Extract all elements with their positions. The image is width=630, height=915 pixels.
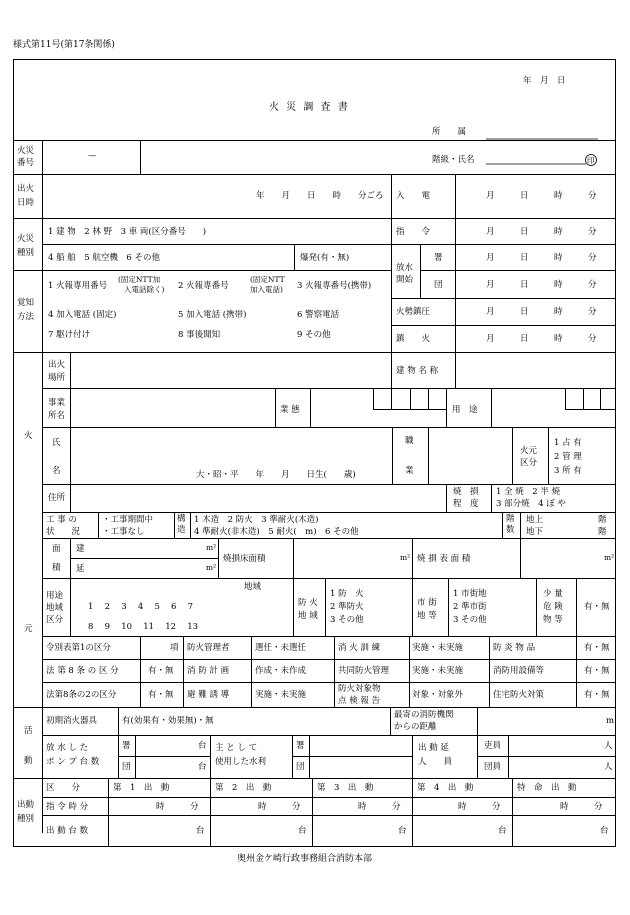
form-number: 様式第11号(第17条関係) <box>13 40 115 50</box>
extinguished-label: 鎮 火 <box>396 334 431 344</box>
dispatch-time-1: 時 分 <box>156 802 199 812</box>
detection-2: 2 火報専番号 <box>178 281 229 291</box>
dispatch-personnel-label-1: 出 動 延 <box>418 743 449 753</box>
origin-side-label-2: 元 <box>24 624 33 634</box>
zoning-label-1: 用途 <box>46 591 64 601</box>
nearest-station-unit: m <box>606 716 615 726</box>
dispatch-count-2: 台 <box>298 826 307 836</box>
burned-surface-label: 焼 損 表 面 積 <box>417 554 471 564</box>
dispatch-time-3: 時 分 <box>358 802 401 812</box>
activity-side-label-2: 動 <box>24 756 33 766</box>
extinguished-time: 月 日 時 分 <box>486 334 597 344</box>
discharge-team: 団 <box>434 280 443 290</box>
page-title: 火 災 調 査 書 <box>269 102 350 113</box>
nearest-station-label-2: からの距離 <box>394 722 437 732</box>
area-label-2: 積 <box>52 563 61 573</box>
water-source-label-1: 主 と し て <box>215 743 258 753</box>
burned-floor-label: 焼損床面積 <box>223 554 266 564</box>
place-label-1: 出火 <box>48 360 66 370</box>
dispatch-col-special: 特 命 出 動 <box>517 783 577 793</box>
fire-number-label-1: 火災 <box>17 146 35 156</box>
address-label: 住所 <box>48 493 66 503</box>
fire-type-label-2: 種別 <box>17 248 35 258</box>
detection-1-note-2: 入電話除く) <box>124 285 165 294</box>
pumps-station: 署 <box>122 741 131 751</box>
dispatch-type-label-2: 種別 <box>17 814 35 824</box>
fire-type-label-1: 火災 <box>17 234 35 244</box>
suppression-label: 火勢鎮圧 <box>396 307 431 317</box>
place-label-2: 場所 <box>48 373 66 383</box>
reg-art8-label: 法 第 8 条 の 区 分 <box>46 666 119 676</box>
business-label-1: 事業 <box>48 398 66 408</box>
command-time: 月 日 時 分 <box>486 227 597 237</box>
city-label-1: 市 街 <box>417 598 437 608</box>
detection-1: 1 火報専用番号 <box>48 281 108 291</box>
burned-surface-unit: m² <box>604 553 615 562</box>
dispatch-members-unit: 人 <box>604 762 613 772</box>
reg-flameproof-value: 有・無 <box>584 643 610 653</box>
dispatch-staff-label: 吏員 <box>484 741 502 751</box>
burned-floor-unit: m² <box>400 553 411 562</box>
area-building-label: 建 <box>76 544 85 554</box>
fire-datetime-label-2: 日時 <box>17 198 35 208</box>
seal-mark: 印 <box>587 156 595 165</box>
dispatch-col-category: 区 分 <box>46 783 81 793</box>
pumps-label-1: 放 水 し た <box>46 743 89 753</box>
receipt-label: 入 電 <box>396 191 431 201</box>
dispatch-staff-unit: 人 <box>604 741 613 751</box>
fire-number-dash: — <box>88 151 97 161</box>
affiliation-label: 所 属 <box>432 127 467 137</box>
fire-zone-label-2: 地 域 <box>298 611 318 621</box>
dispatch-time-label: 指 令 時 分 <box>46 802 89 812</box>
dispatch-col-3: 第 3 出 動 <box>317 783 374 793</box>
dispatch-col-1: 第 1 出 動 <box>113 783 170 793</box>
city-3: 3 その他 <box>453 615 487 625</box>
reg-joint-label: 共同防火管理 <box>338 666 390 676</box>
usage-label: 用 途 <box>452 405 478 415</box>
detection-label-1: 覚知 <box>17 298 35 308</box>
reg-table1-label: 令別表第1の区分 <box>46 643 111 653</box>
initial-extinguisher-value: 有(効果有・効果無)・無 <box>122 716 214 726</box>
zoning-label-3: 区分 <box>46 615 64 625</box>
reg-art8-2-value: 有・無 <box>148 690 174 700</box>
reg-flameproof-label: 防 炎 物 品 <box>493 643 536 653</box>
dispatch-col-4: 第 4 出 動 <box>417 783 474 793</box>
dispatch-col-2: 第 2 出 動 <box>215 783 272 793</box>
occupation-label-2: 業 <box>405 466 414 476</box>
construction-label-1: 工 事 の <box>46 515 77 525</box>
reg-joint-value: 実施・未実施 <box>412 666 464 676</box>
area-building-unit: m² <box>206 543 217 552</box>
detection-6: 6 警察電話 <box>297 310 340 320</box>
floors-label: 階数 <box>506 514 515 535</box>
occupation-label-1: 職 <box>405 436 414 446</box>
fire-number-label-2: 番号 <box>17 158 35 168</box>
reg-manager-value: 選任・未選任 <box>255 643 307 653</box>
zoning-numbers-1: 1 2 3 4 5 6 7 <box>88 602 194 612</box>
fire-type-line-2: 4 船 舶 5 航空機 6 その他 <box>48 253 161 263</box>
pumps-team-unit: 台 <box>198 762 207 772</box>
dispatch-count-4: 台 <box>498 826 507 836</box>
fire-datetime-label-1: 出火 <box>17 184 35 194</box>
reg-equipment-label: 消防用設備等 <box>493 666 545 676</box>
reg-table1-item: 項 <box>170 643 179 653</box>
detection-7: 7 駆け付け <box>48 330 91 340</box>
dispatch-members-label: 団員 <box>484 762 502 772</box>
rank-name-label: 階級・氏名 <box>432 155 475 165</box>
damage-label-2: 程 度 <box>453 499 479 509</box>
origin-category-label-2: 区分 <box>520 458 538 468</box>
discharge-label-2: 開始 <box>396 275 414 285</box>
command-label: 指 令 <box>396 227 431 237</box>
fire-zone-2: 2 準防火 <box>330 602 364 612</box>
floors-above-unit: 階 <box>598 515 607 525</box>
detection-9: 9 その他 <box>297 330 331 340</box>
construction-option-a: ・工事期間中 <box>102 515 154 525</box>
floors-below-unit: 階 <box>598 527 607 537</box>
floors-above: 地上 <box>526 515 544 525</box>
water-source-team: 団 <box>296 762 305 772</box>
dispatch-time-4: 時 分 <box>458 802 501 812</box>
fire-zone-3: 3 その他 <box>330 615 364 625</box>
water-source-label-2: 使用した水利 <box>215 757 267 767</box>
detection-3: 3 火報専番号(携帯) <box>297 281 372 291</box>
reg-inspection-label-2: 点 検 報 告 <box>338 696 381 706</box>
reg-manager-label: 防火管理者 <box>187 643 230 653</box>
explosion: 爆発(有・無) <box>300 253 350 263</box>
reg-inspection-label-1: 防火対象物 <box>338 684 381 694</box>
discharge-team-time: 月 日 時 分 <box>486 280 597 290</box>
activity-side-label-1: 活 <box>24 726 33 736</box>
detection-2-note-2: 加入電話) <box>250 285 283 294</box>
reg-evac-value: 実施・未実施 <box>255 690 307 700</box>
footer-organization: 奥州金ケ崎行政事務組合消防本部 <box>237 854 373 864</box>
construction-label-2: 状 況 <box>46 527 81 537</box>
suppression-time: 月 日 時 分 <box>486 307 597 317</box>
dispatch-count-special: 台 <box>600 826 609 836</box>
building-name-label: 建 物 名 称 <box>396 366 439 376</box>
construction-option-b: ・工事なし <box>102 527 145 537</box>
dispatch-personnel-label-2: 人 員 <box>418 757 453 767</box>
reg-inspection-value: 対象・対象外 <box>412 690 464 700</box>
damage-label-1: 焼 損 <box>453 487 479 497</box>
hazard-label-1: 少 量 <box>543 589 563 599</box>
reg-art8-2-label: 法第8条の2の区分 <box>46 690 117 700</box>
detection-1-note-1: (固定NTT加 <box>118 275 161 284</box>
origin-category-label-1: 火元 <box>520 446 538 456</box>
hazard-label-2: 危 険 <box>543 602 563 612</box>
structure-label: 構造 <box>177 514 186 535</box>
detection-5: 5 加入電話 (携帯) <box>178 310 247 320</box>
reg-art8-value: 有・無 <box>148 666 174 676</box>
city-label-2: 地 等 <box>417 611 437 621</box>
reg-evac-label: 避 難 誘 導 <box>187 690 230 700</box>
fire-datetime-value: 年 月 日 時 分ごろ <box>256 191 384 201</box>
floors-below: 地下 <box>526 527 544 537</box>
detection-4: 4 加入電話 (固定) <box>48 310 117 320</box>
dispatch-time-2: 時 分 <box>258 802 301 812</box>
discharge-station: 署 <box>434 253 443 263</box>
origin-category-2: 2 管 理 <box>554 452 582 462</box>
reg-drill-value: 実施・未実施 <box>412 643 464 653</box>
dispatch-type-label-1: 出動 <box>17 800 35 810</box>
dispatch-time-special: 時 分 <box>560 802 603 812</box>
damage-options-2: 3 部分焼 4 ぼ や <box>496 499 566 509</box>
water-source-station: 署 <box>296 741 305 751</box>
fire-zone-1: 1 防 火 <box>330 589 364 599</box>
detection-8: 8 事後聞知 <box>178 330 221 340</box>
zoning-label-2: 地域 <box>46 603 64 613</box>
reg-residential-value: 有・無 <box>584 690 610 700</box>
pumps-label-2: ポ ン プ 台 数 <box>46 757 100 767</box>
business-type-label: 業 態 <box>280 405 300 415</box>
receipt-time: 月 日 時 分 <box>486 191 597 201</box>
dispatch-count-3: 台 <box>398 826 407 836</box>
initial-extinguisher-label: 初期消火器具 <box>46 716 98 726</box>
reg-drill-label: 消 火 訓 練 <box>338 643 381 653</box>
nearest-station-label-1: 最寄の消防機関 <box>394 710 454 720</box>
hazard-label-3: 物 等 <box>543 615 563 625</box>
area-total-label: 延 <box>76 564 85 574</box>
name-label-2: 名 <box>52 466 61 476</box>
pumps-team: 団 <box>122 762 131 772</box>
structure-options-1: 1 木造 2 防火 3 準耐火(木造) <box>194 515 319 525</box>
discharge-label-1: 放水 <box>396 263 414 273</box>
fire-type-line-1: 1 建 物 2 林 野 3 車 両(区分番号 ) <box>48 227 207 237</box>
pumps-station-unit: 台 <box>198 741 207 751</box>
discharge-station-time: 月 日 時 分 <box>486 253 597 263</box>
origin-category-1: 1 占 有 <box>554 438 582 448</box>
header-date: 年 月 日 <box>523 76 566 86</box>
city-1: 1 市街地 <box>453 589 487 599</box>
hazard-yes-no: 有・無 <box>584 602 610 612</box>
name-label-1: 氏 <box>52 438 61 448</box>
business-label-2: 所名 <box>48 411 66 421</box>
zoning-title: 地域 <box>244 582 262 592</box>
damage-options-1: 1 全 焼 2 半 焼 <box>496 487 561 497</box>
city-2: 2 準市街 <box>453 602 487 612</box>
structure-options-2: 4 準耐火(非木造) 5 耐火( m) 6 その他 <box>194 527 359 537</box>
reg-plan-value: 作成・未作成 <box>255 666 307 676</box>
detection-label-2: 方法 <box>17 312 35 322</box>
dispatch-count-label: 出 動 台 数 <box>46 826 89 836</box>
birth-date: 大・昭・平 年 月 日生( 歳) <box>196 470 356 480</box>
area-total-unit: m² <box>206 563 217 572</box>
zoning-numbers-2: 8 9 10 11 12 13 <box>88 622 199 632</box>
detection-2-note-1: (固定NTT <box>250 275 285 284</box>
area-label-1: 面 <box>52 544 61 554</box>
origin-side-label-1: 火 <box>24 431 33 441</box>
reg-residential-label: 住宅防火対策 <box>493 690 545 700</box>
reg-equipment-value: 有・無 <box>584 666 610 676</box>
origin-category-3: 3 所 有 <box>554 466 582 476</box>
reg-plan-label: 消 防 計 画 <box>187 666 230 676</box>
fire-zone-label-1: 防 火 <box>298 598 318 608</box>
dispatch-count-1: 台 <box>196 826 205 836</box>
